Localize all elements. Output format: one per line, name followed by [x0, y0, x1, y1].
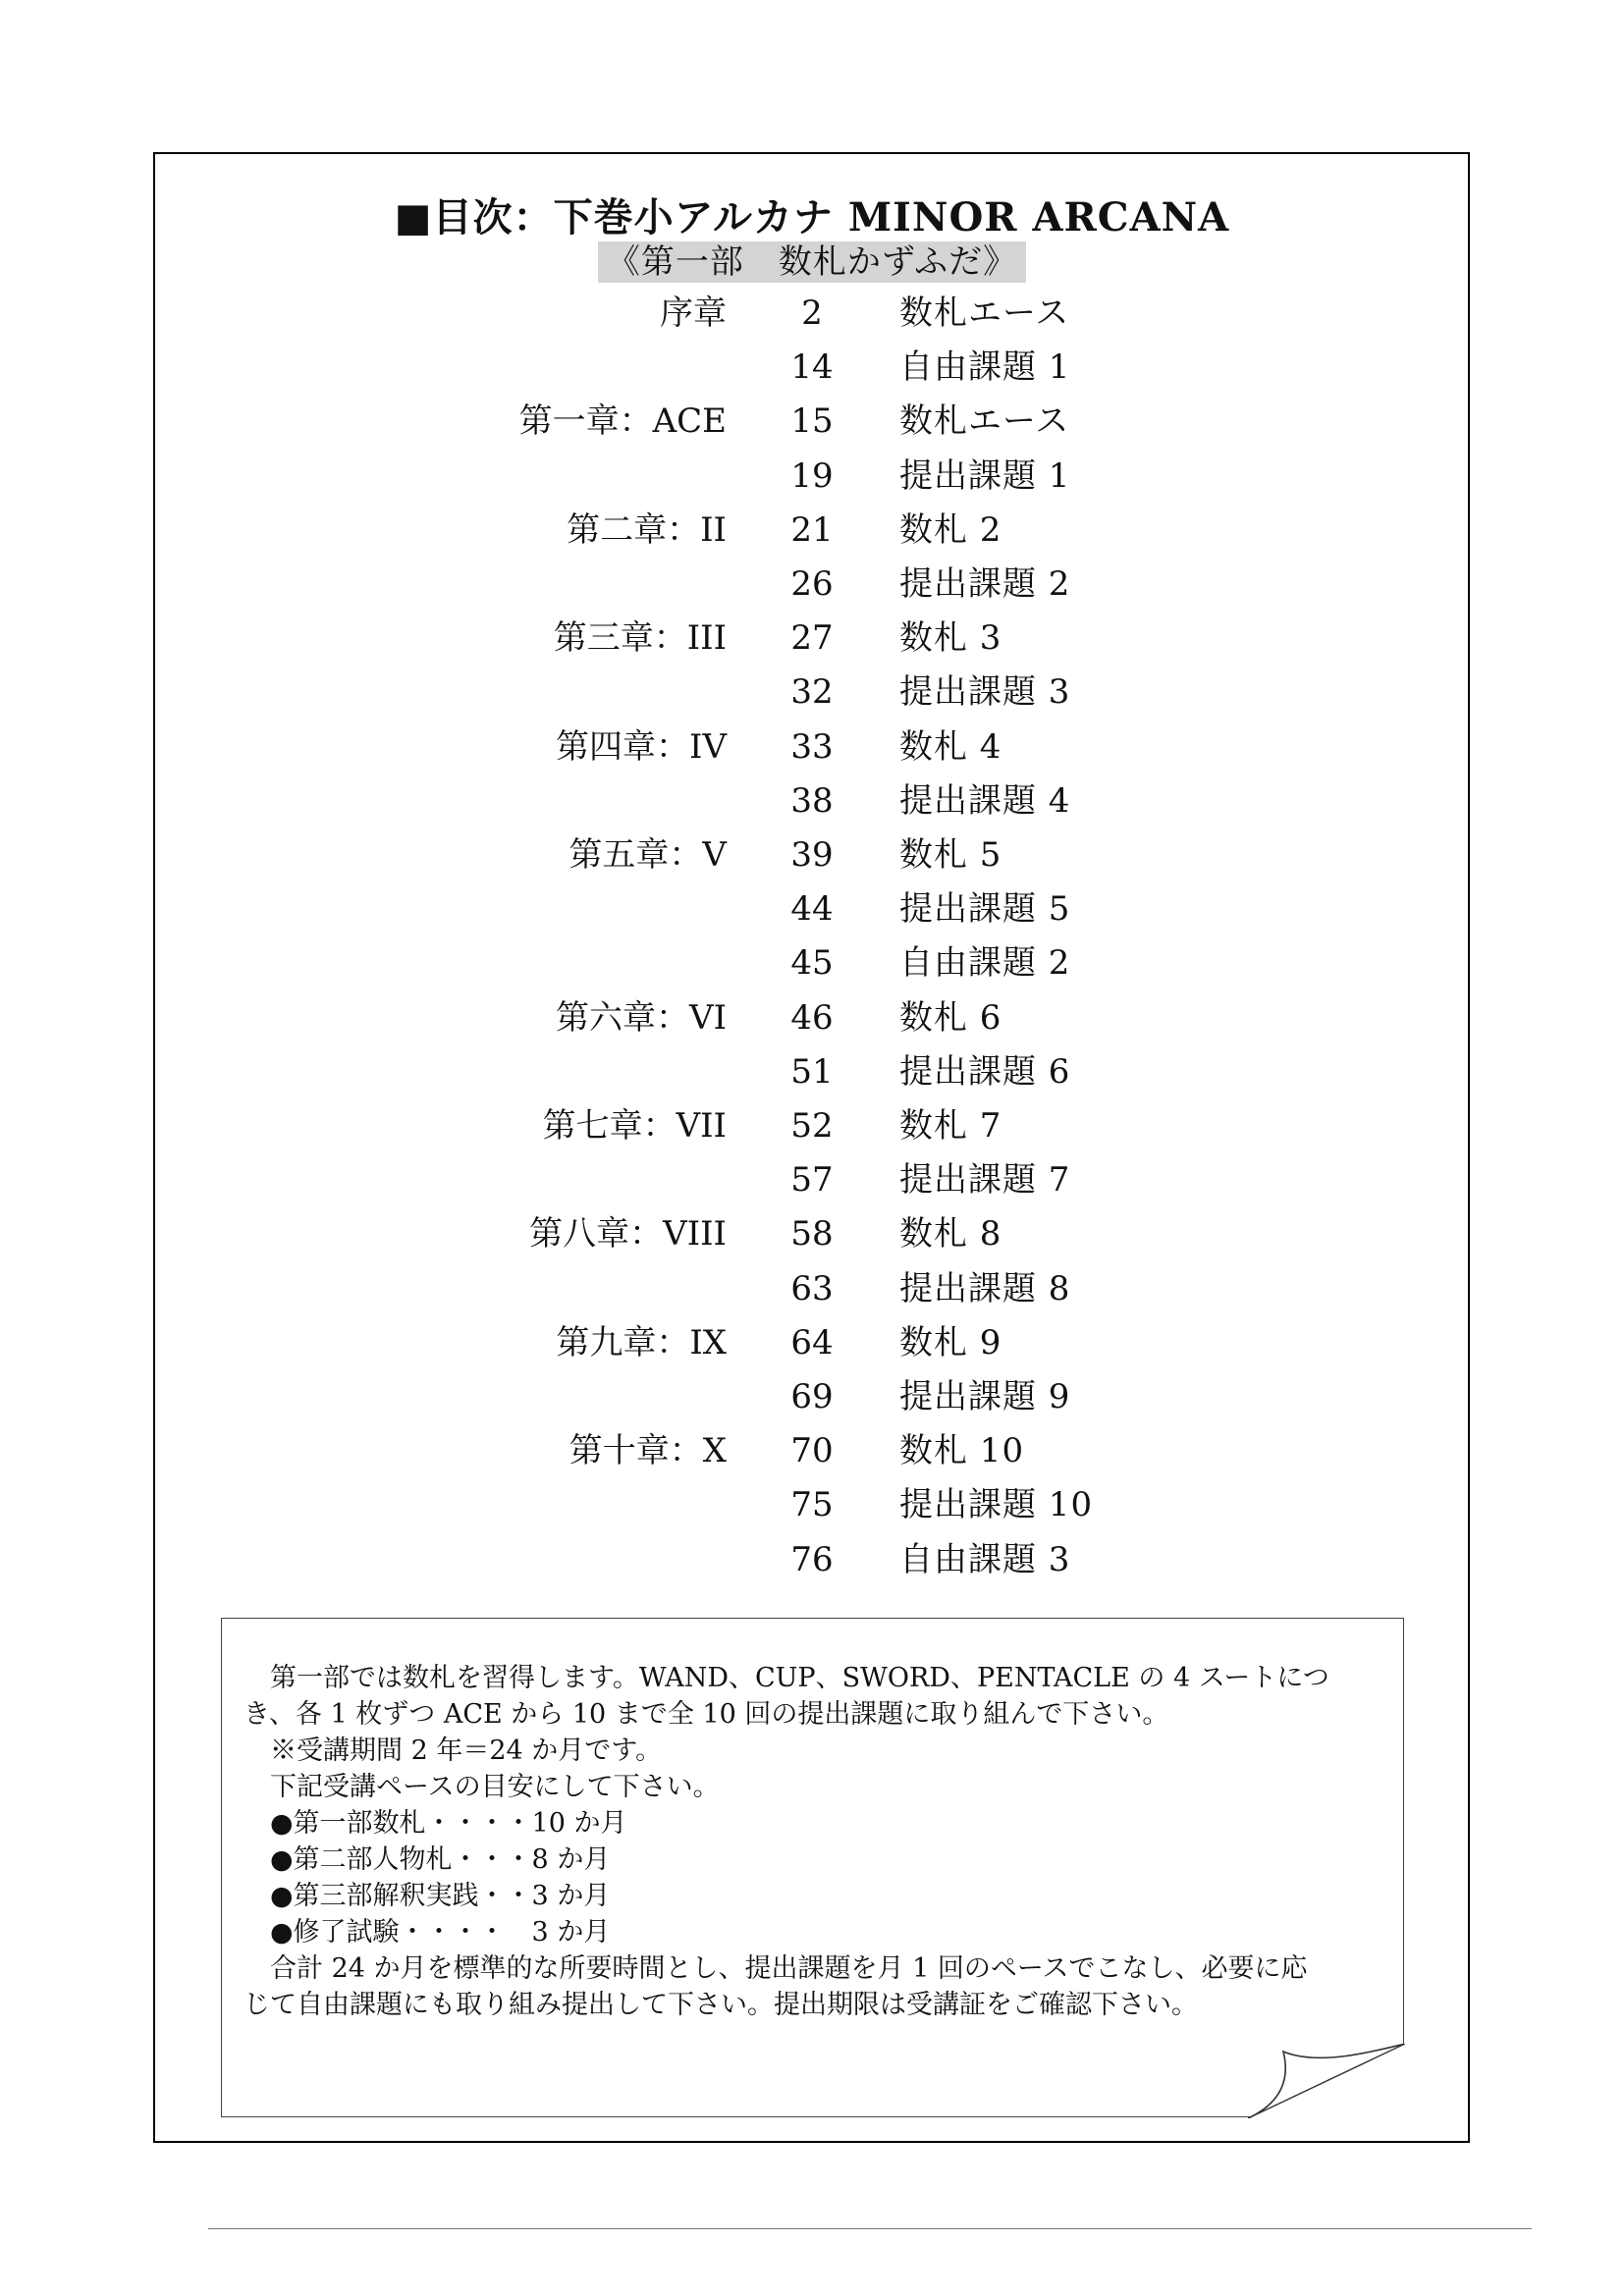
toc-topic: 数札エース: [899, 401, 1070, 442]
toc-page-number: 39: [790, 835, 834, 875]
toc-chapter: 第四章：IV: [556, 726, 727, 767]
toc-row: [0, 287, 1624, 341]
toc-topic: 提出課題 10: [899, 1485, 1094, 1525]
toc-row: [0, 1316, 1624, 1370]
toc-row: [0, 666, 1624, 720]
toc-row: [0, 504, 1624, 558]
toc-row: [0, 1533, 1624, 1587]
toc-chapter: 第七章：VII: [542, 1106, 727, 1146]
toc-page-number: 46: [790, 997, 834, 1038]
toc-row: [0, 558, 1624, 612]
toc-topic: 数札 10: [899, 1431, 1025, 1471]
page-title: ■目次：下巻小アルカナ MINOR ARCANA: [394, 194, 1230, 240]
toc-topic: 数札 6: [899, 997, 1002, 1038]
note-pace-item: ●第一部数札・・・・10 か月: [270, 1808, 627, 1839]
note-pace-intro: 下記受講ペースの目安にして下さい。: [270, 1772, 720, 1802]
toc-topic: 提出課題 4: [899, 780, 1071, 821]
toc-page-number: 58: [790, 1214, 834, 1255]
toc-row: [0, 936, 1624, 990]
toc-row: [0, 1262, 1624, 1316]
toc-page-number: 38: [790, 780, 834, 821]
toc-chapter: 序章: [660, 294, 727, 333]
toc-page-number: 19: [790, 455, 834, 496]
toc-topic: 数札 4: [899, 726, 1002, 767]
note-closing-line-1: 合計 24 か月を標準的な所要時間とし、提出課題を月 1 回のペースでこなし、必要に応: [270, 1953, 1308, 1984]
note-period: ※受講期間 2 年＝24 か月です。: [270, 1735, 663, 1766]
toc-page-number: 76: [790, 1539, 834, 1579]
toc-row: [0, 1045, 1624, 1099]
toc-topic: 提出課題 8: [899, 1268, 1071, 1308]
toc-page-number: 57: [790, 1160, 834, 1201]
toc-page-number: 2: [801, 294, 823, 333]
toc-row: [0, 774, 1624, 828]
toc-page-number: 27: [790, 618, 834, 659]
note-box: [221, 1618, 1404, 2117]
toc-row: [0, 612, 1624, 666]
toc-topic: 提出課題 2: [899, 564, 1071, 604]
note-pace-item: ●第二部人物札・・・8 か月: [270, 1844, 611, 1875]
toc-topic: 提出課題 9: [899, 1377, 1071, 1416]
toc-chapter: 第三章：III: [553, 618, 727, 659]
toc-chapter: 第五章：V: [568, 835, 727, 875]
toc-page-number: 63: [790, 1268, 834, 1308]
toc-topic: 提出課題 5: [899, 889, 1071, 930]
toc-row: [0, 1153, 1624, 1207]
toc-row: [0, 341, 1624, 395]
toc-chapter: 第八章：VIII: [529, 1214, 727, 1255]
note-pace-item: ●第三部解釈実践・・3 か月: [270, 1881, 611, 1911]
toc-chapter: 第九章：IX: [556, 1322, 727, 1362]
toc-row: [0, 1424, 1624, 1478]
toc-page-number: 33: [790, 726, 834, 767]
footer-rule: [208, 2228, 1532, 2229]
toc-topic: 数札 8: [899, 1214, 1002, 1255]
note-text: [244, 1660, 1382, 2023]
toc-row: [0, 882, 1624, 936]
toc-chapter: 第一章：ACE: [518, 401, 727, 442]
toc-page-number: 52: [790, 1106, 834, 1146]
toc-row: [0, 450, 1624, 504]
toc-row: [0, 395, 1624, 449]
toc-page-number: 14: [790, 347, 834, 388]
toc-page-number: 21: [790, 509, 834, 550]
toc-topic: 数札 9: [899, 1322, 1002, 1362]
toc-topic: 数札 2: [899, 509, 1002, 550]
toc-page-number: 51: [790, 1051, 834, 1092]
toc-row: [0, 828, 1624, 882]
toc-row: [0, 991, 1624, 1045]
toc-topic: 数札エース: [899, 294, 1070, 333]
toc-row: [0, 1207, 1624, 1261]
toc-page-number: 26: [790, 564, 834, 604]
toc-topic: 提出課題 3: [899, 672, 1071, 713]
toc-row: [0, 1099, 1624, 1153]
toc-row: [0, 1370, 1624, 1424]
toc-page-number: 75: [790, 1485, 834, 1525]
toc-topic: 数札 3: [899, 618, 1002, 659]
toc-topic: 数札 7: [899, 1106, 1002, 1146]
toc-row: [0, 721, 1624, 774]
toc-page-number: 64: [790, 1322, 834, 1362]
toc-topic: 提出課題 7: [899, 1160, 1071, 1201]
note-closing-line-2: じて自由課題にも取り組み提出して下さい。提出期限は受講証をご確認下さい。: [244, 1990, 1198, 2020]
toc-topic: 自由課題 1: [899, 347, 1071, 388]
page-curl-icon: [1248, 2044, 1405, 2118]
toc-page-number: 70: [790, 1431, 834, 1471]
toc-page-number: 15: [790, 401, 834, 442]
toc-topic: 提出課題 1: [899, 455, 1071, 496]
note-intro-line-1: 第一部では数札を習得します。WAND、CUP、SWORD、PENTACLE の 4 スートにつ: [270, 1663, 1329, 1693]
toc-page-number: 45: [790, 943, 834, 984]
toc-chapter: 第二章：II: [567, 509, 727, 550]
toc-chapter: 第六章：VI: [556, 997, 727, 1038]
toc-topic: 自由課題 2: [899, 943, 1071, 984]
toc-page-number: 32: [790, 672, 834, 713]
toc-topic: 提出課題 6: [899, 1051, 1071, 1092]
note-intro-line-2: き、各 1 枚ずつ ACE から 10 まで全 10 回の提出課題に取り組んで下さい。: [244, 1699, 1169, 1730]
toc-topic: 数札 5: [899, 835, 1002, 875]
toc-page-number: 69: [790, 1377, 834, 1416]
part-label: 《第一部 数札かずふだ》: [598, 241, 1026, 283]
toc-chapter: 第十章：X: [568, 1431, 727, 1471]
toc-page-number: 44: [790, 889, 834, 930]
toc-row: [0, 1478, 1624, 1532]
toc-topic: 自由課題 3: [899, 1539, 1071, 1579]
note-pace-item: ●修了試験・・・・ 3 か月: [270, 1917, 611, 1948]
